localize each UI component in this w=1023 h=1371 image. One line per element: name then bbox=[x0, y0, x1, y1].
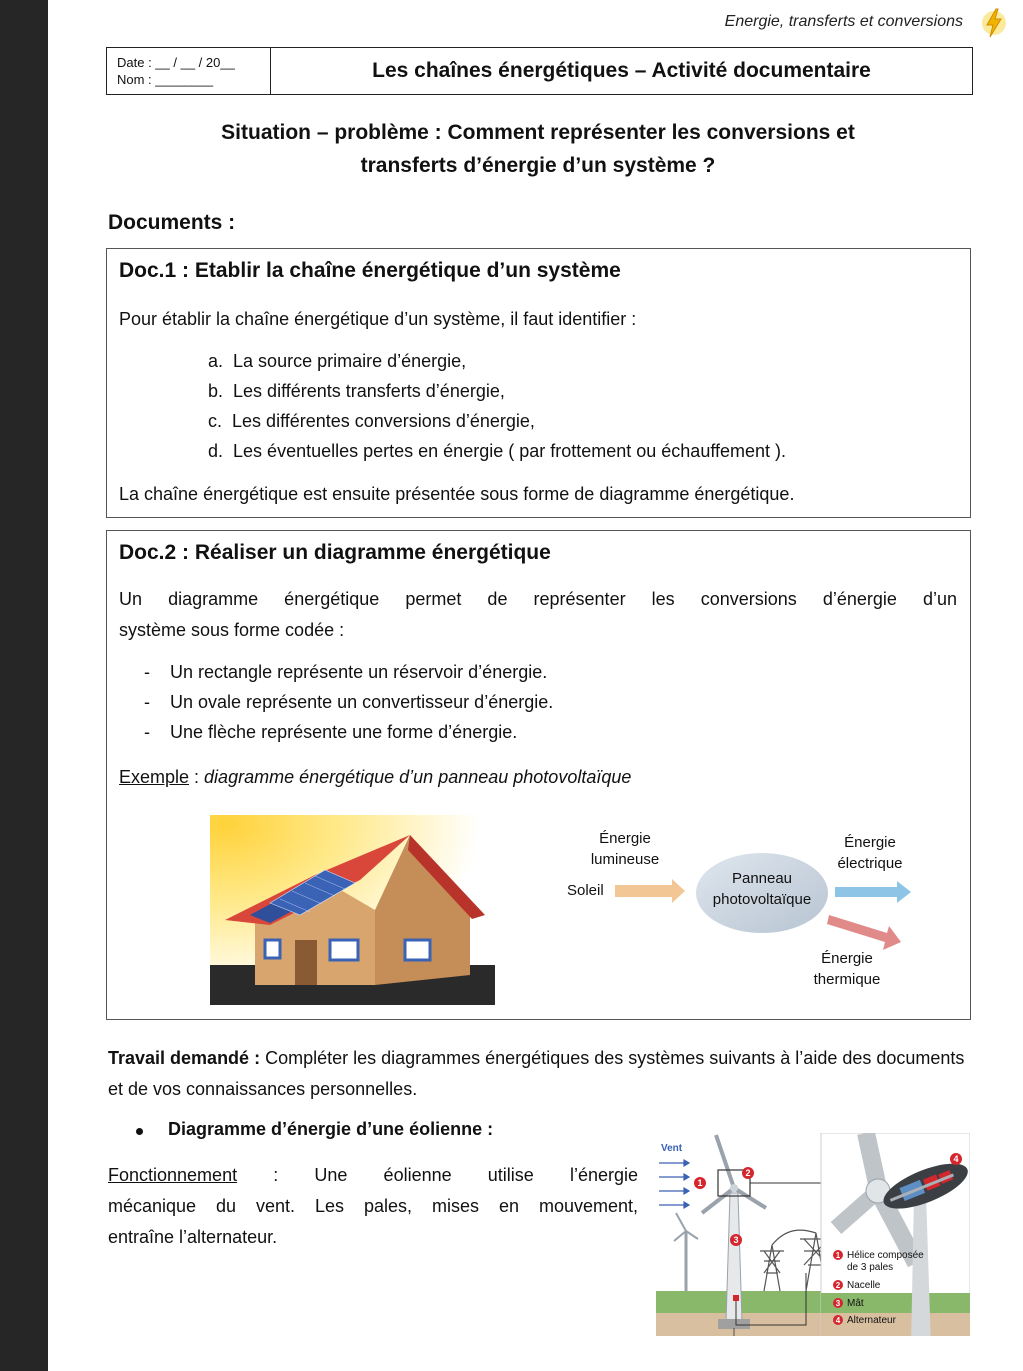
legend-text-3: Mât bbox=[847, 1298, 864, 1309]
doc1-intro: Pour établir la chaîne énergétique d’un système, il faut identifier : bbox=[119, 309, 637, 329]
list-marker: b. bbox=[208, 381, 224, 401]
doc1-item-c bbox=[208, 411, 535, 432]
nom-field[interactable]: Nom : ________ bbox=[117, 72, 214, 87]
document-page bbox=[48, 0, 1023, 1371]
fonct-line-3: entraîne l’alternateur. bbox=[108, 1227, 278, 1247]
doc1-conclusion: La chaîne énergétique est ensuite présentée sous forme de diagramme énergétique. bbox=[119, 484, 795, 504]
marker-3: 3 bbox=[733, 1235, 739, 1245]
vent-label: Vent bbox=[661, 1143, 683, 1154]
running-title: Energie, transferts et conversions bbox=[724, 13, 963, 30]
situation-line-1: Situation – problème : Comment représenter les conversions et bbox=[221, 121, 855, 144]
list-text: Les différents transferts d’énergie, bbox=[233, 381, 505, 401]
doc1-item-d bbox=[208, 441, 786, 462]
doc1-box bbox=[106, 248, 971, 518]
list-marker: a. bbox=[208, 351, 224, 371]
fonct-line-1 bbox=[108, 1160, 638, 1191]
fonct-line-1-rest: : Une éolienne utilise l’énergie bbox=[237, 1165, 638, 1185]
converter-line-1: Panneau bbox=[731, 870, 793, 887]
legend-text-4: Alternateur bbox=[847, 1315, 896, 1326]
doc2-intro-line-1: Un diagramme énergétique permet de représenter les conversions d’énergie d’un bbox=[119, 589, 957, 609]
doc1-title: Doc.1 : Etablir la chaîne énergétique d’un système bbox=[119, 259, 621, 282]
marker-2: 2 bbox=[745, 1168, 751, 1178]
doc2-item-ovale bbox=[144, 692, 553, 713]
legend-num-4: 4 bbox=[835, 1316, 841, 1325]
legend-text-2: Nacelle bbox=[847, 1280, 881, 1291]
list-text: Les éventuelles pertes en énergie ( par frottement ou échauffement ). bbox=[233, 441, 787, 461]
list-text: Une flèche représente une forme d’énergie. bbox=[170, 722, 518, 742]
out1-line-2: électrique bbox=[837, 855, 903, 872]
legend-text-1: Hélice composée bbox=[847, 1250, 924, 1261]
doc2-item-fleche bbox=[144, 722, 517, 743]
doc2-intro-line-2: système sous forme codée : bbox=[119, 620, 345, 640]
light-energy-arrow bbox=[615, 879, 685, 903]
example-label: Exemple bbox=[119, 767, 190, 787]
marker-4: 4 bbox=[953, 1154, 959, 1164]
eolienne-heading: Diagramme d’énergie d’une éolienne : bbox=[168, 1119, 494, 1139]
electric-energy-arrow bbox=[835, 881, 911, 903]
fonct-label: Fonctionnement bbox=[108, 1165, 238, 1185]
fonctionnement-paragraph bbox=[108, 1160, 638, 1253]
header-fields bbox=[107, 48, 271, 94]
source-label: Soleil bbox=[567, 882, 604, 899]
list-text: Les différentes conversions d’énergie, bbox=[232, 411, 535, 431]
wind-turbine-figure bbox=[656, 1133, 970, 1336]
legend-num-3: 3 bbox=[835, 1299, 841, 1308]
photovoltaic-house-illustration bbox=[210, 815, 495, 1005]
doc2-box bbox=[106, 530, 971, 1020]
list-marker: - bbox=[144, 692, 150, 712]
page-title: Les chaînes énergétiques – Activité documentaire bbox=[372, 59, 871, 82]
doc2-title: Doc.2 : Réaliser un diagramme énergétique bbox=[119, 541, 551, 564]
thermal-energy-arrow bbox=[827, 915, 901, 950]
fonct-line-2: mécanique du vent. Les pales, mises en mouvement, bbox=[108, 1196, 638, 1216]
situation-line-2: transferts d’énergie d’un système ? bbox=[360, 154, 716, 177]
bullet-dot bbox=[136, 1128, 143, 1135]
out1-line-1: Énergie bbox=[844, 834, 896, 851]
legend-num-2: 2 bbox=[835, 1281, 841, 1290]
example-text: diagramme énergétique d’un panneau photovoltaïque bbox=[204, 767, 632, 787]
doc1-item-a bbox=[208, 351, 466, 372]
list-marker: - bbox=[144, 662, 150, 682]
header-box bbox=[106, 47, 973, 95]
situation-probleme bbox=[128, 116, 948, 182]
work-text: Compléter les diagrammes énergétiques des systèmes suivants à l’aide des documents et de vos connaissances personnelles. bbox=[108, 1048, 965, 1099]
in-energy-line-1: Énergie bbox=[599, 830, 651, 847]
doc2-example bbox=[119, 767, 631, 788]
list-text: Un ovale représente un convertisseur d’énergie. bbox=[170, 692, 554, 712]
list-text: La source primaire d’énergie, bbox=[233, 351, 467, 371]
date-field[interactable]: Date : __ / __ / 20__ bbox=[117, 55, 235, 70]
lightning-bolt-icon bbox=[980, 6, 1008, 40]
work-label: Travail demandé : bbox=[108, 1048, 261, 1068]
marker-1: 1 bbox=[697, 1178, 703, 1188]
list-marker: d. bbox=[208, 441, 224, 461]
doc2-item-rectangle bbox=[144, 662, 547, 683]
list-marker: - bbox=[144, 722, 150, 742]
doc1-item-b bbox=[208, 381, 505, 402]
documents-heading: Documents : bbox=[108, 211, 236, 234]
list-text: Un rectangle représente un réservoir d’énergie. bbox=[170, 662, 548, 682]
list-marker: c. bbox=[208, 411, 223, 431]
energy-diagram-example bbox=[507, 815, 967, 1005]
out2-line-1: Énergie bbox=[821, 950, 873, 967]
travail-demande bbox=[108, 1043, 968, 1105]
converter-line-2: photovoltaïque bbox=[712, 891, 812, 908]
example-separator: : bbox=[189, 767, 205, 787]
in-energy-line-2: lumineuse bbox=[590, 851, 660, 868]
legend-text-1b: de 3 pales bbox=[847, 1262, 894, 1273]
legend-num-1: 1 bbox=[835, 1251, 841, 1260]
out2-line-2: thermique bbox=[813, 971, 881, 988]
